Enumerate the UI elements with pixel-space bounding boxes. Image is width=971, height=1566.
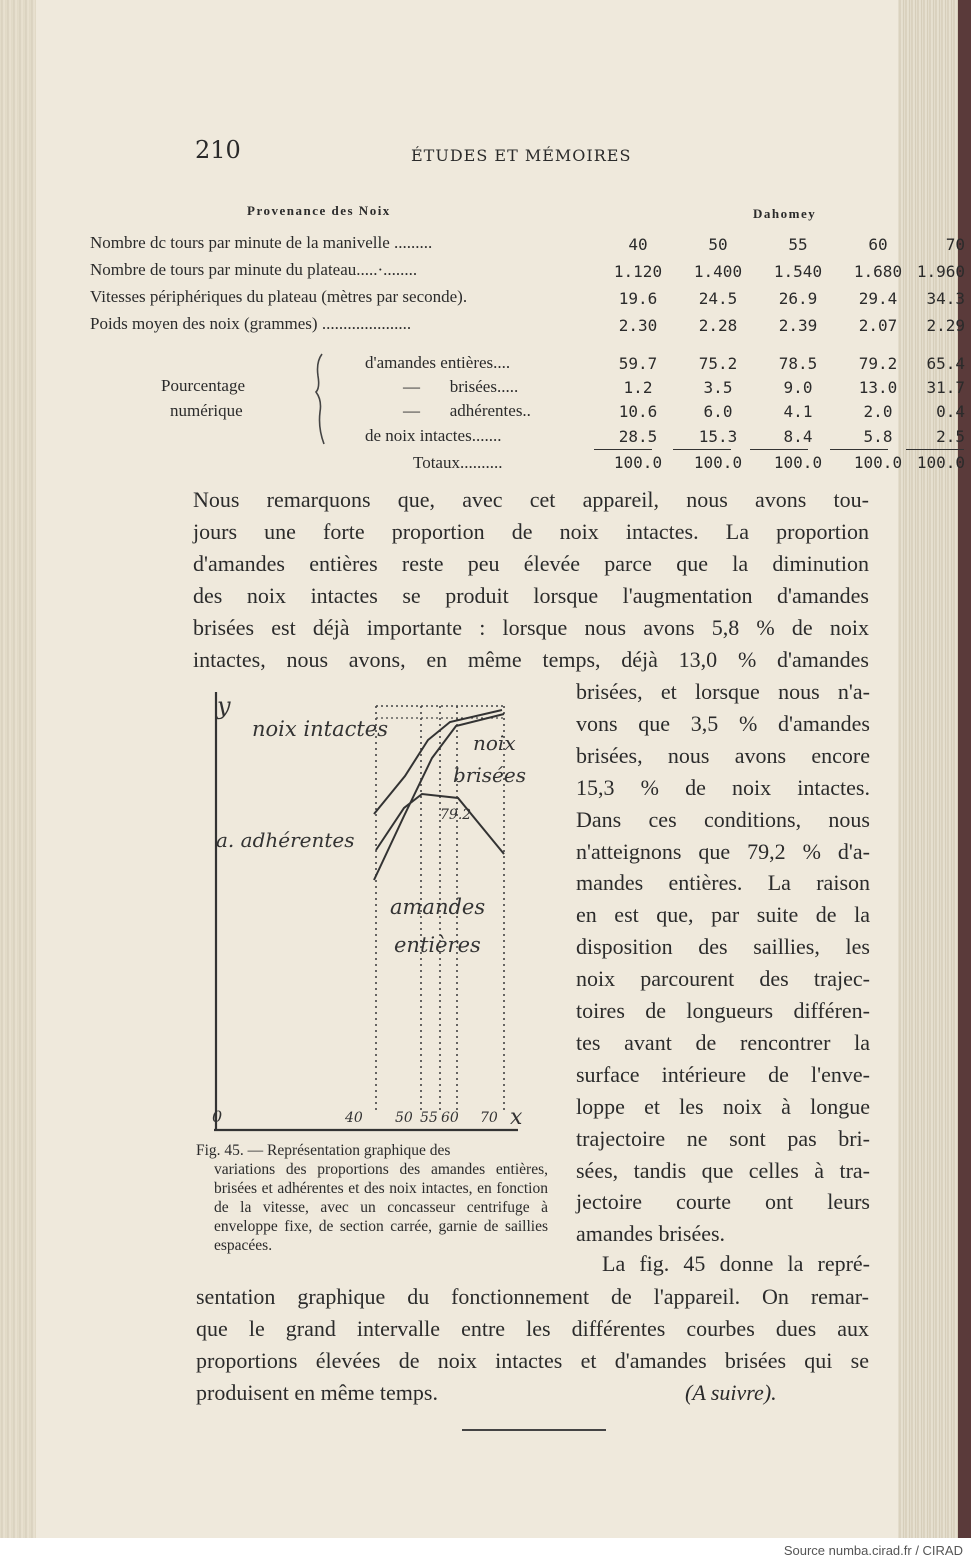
cell: 78.5 <box>778 354 818 373</box>
cell: 79.2 <box>858 354 898 373</box>
cell: 2.28 <box>698 316 738 335</box>
table-header-origin: Dahomey <box>753 206 817 221</box>
row-label: de noix intactes....... <box>365 426 502 445</box>
paragraph-line: trajectoire ne sont pas bri- <box>576 1125 870 1151</box>
cell: 1.2 <box>623 378 653 397</box>
row-label: Vitesses périphériques du plateau (mètres par seconde). <box>90 287 468 306</box>
paragraph-line: brisées, nous avons encore <box>576 742 870 768</box>
cell: 1.120 <box>613 262 663 281</box>
running-head: ÉTUDES ET MÉMOIRES <box>411 146 632 165</box>
cell: 59.7 <box>618 354 658 373</box>
paragraph-line: jours une forte proportion de noix intactes. La proportion <box>193 519 869 544</box>
row-label: Nombre dc tours par minute de la manivelle ......... <box>90 233 433 252</box>
cell: 1.960 <box>916 262 965 281</box>
cell: 28.5 <box>618 427 658 446</box>
cell: 2.5 <box>936 427 965 446</box>
source-credit: Source numba.cirad.fr / CIRAD <box>783 1543 963 1558</box>
paragraph-line: des noix intactes se produit lorsque l'augmentation d'amandes <box>193 583 869 608</box>
brace <box>312 352 336 446</box>
figure-caption <box>196 1141 548 1255</box>
paragraph-line: proportions élevées de noix intactes et d'amandes brisées qui se <box>196 1348 869 1373</box>
paragraph-line: sentation graphique du fonctionnement de l'appareil. On remar- <box>196 1284 869 1309</box>
cell: 26.9 <box>778 289 818 308</box>
paragraph-line: toires de longueurs différen- <box>576 998 870 1023</box>
label-noix-brisees-1: noix <box>473 731 516 755</box>
curve-noix-intactes <box>374 710 502 814</box>
label-amandes-2: entières <box>394 933 481 957</box>
paragraph-line: que le grand intervalle entre les différentes courbes dues aux <box>196 1316 869 1341</box>
label-adherentes: a. adhérentes <box>216 828 355 852</box>
axis-y-label: y <box>217 692 231 720</box>
cell: 100.0 <box>613 453 663 472</box>
x-tick-label: 40 <box>345 1110 363 1126</box>
cell: 2.29 <box>926 316 965 335</box>
cell: 60 <box>868 235 888 254</box>
cell: 1.680 <box>853 262 903 281</box>
caption-lead: Fig. 45. — Représentation graphique des <box>196 1142 451 1159</box>
paragraph-line: amandes brisées. <box>576 1221 726 1247</box>
peak-label: 79.2 <box>440 807 472 823</box>
paragraph-line: noix parcourent des trajec- <box>576 966 870 992</box>
cell: 65.4 <box>926 354 965 373</box>
cell: 2.0 <box>863 402 893 421</box>
cell: 75.2 <box>698 354 738 373</box>
paragraph-line: tes avant de rencontrer la <box>576 1029 870 1055</box>
x-tick-label: 60 <box>441 1110 459 1126</box>
group-label-1: Pourcentage <box>161 376 246 395</box>
paragraph-line: intactes, nous avons, en même temps, déjà 13,0 % d'amandes <box>193 647 869 672</box>
left-page-edge <box>0 0 36 1538</box>
total-rule <box>906 449 964 450</box>
cell: 55 <box>788 235 808 254</box>
paragraph-line: d'amandes entières reste peu élevée parce que la diminution <box>193 551 869 576</box>
book-binding <box>958 0 971 1538</box>
paragraph-line: n'atteignons que 79,2 % d'a- <box>576 838 870 864</box>
row-label: — brisées..... <box>403 377 519 396</box>
cell: 100.0 <box>916 453 965 472</box>
cell: 34.3 <box>926 289 965 308</box>
cell: 9.0 <box>783 378 813 397</box>
paragraph-line: Dans ces conditions, nous <box>576 806 870 832</box>
cell: 24.5 <box>698 289 738 308</box>
cell: 6.0 <box>703 402 733 421</box>
page-number: 210 <box>195 136 241 164</box>
paragraph-line: vons que 3,5 % d'amandes <box>576 710 870 736</box>
total-rule <box>673 449 731 450</box>
label-noix-intactes: noix intactes <box>252 717 389 741</box>
row-label: d'amandes entières.... <box>365 353 511 372</box>
cell: 10.6 <box>618 402 658 421</box>
paragraph-line: mandes entières. La raison <box>576 870 870 896</box>
paragraph-line: loppe et les noix à longue <box>576 1093 870 1119</box>
origin-label: 0 <box>212 1107 223 1126</box>
table-header-label: Provenance des Noix <box>247 203 391 218</box>
paragraph-line: produisent en même temps. <box>196 1380 438 1405</box>
cell: 8.4 <box>783 427 813 446</box>
group-label-2: numérique <box>170 401 243 420</box>
cell: 50 <box>708 235 728 254</box>
totals-label: Totaux.......... <box>413 453 503 472</box>
a-suivre: (A suivre). <box>685 1380 777 1405</box>
cell: 31.7 <box>926 378 965 397</box>
caption-body: variations des proportions des amandes entières, brisées et adhérentes et des noix intactes, en fonction de la vitesse, avec un concasseur centrifuge à enveloppe fixe, de section carrée, garnie de saillies espacées. <box>214 1161 548 1254</box>
x-tick-label: 50 <box>395 1110 413 1126</box>
paragraph-line: La fig. 45 donne la repré- <box>602 1251 870 1276</box>
total-rule <box>750 449 808 450</box>
row-label: Poids moyen des noix (grammes) ..................... <box>90 314 412 333</box>
cell: 19.6 <box>618 289 658 308</box>
x-tick-label: 55 <box>420 1110 438 1126</box>
row-label: — adhérentes.. <box>403 401 531 420</box>
cell: 0.4 <box>936 402 965 421</box>
row-label: Nombre de tours par minute du plateau.....·........ <box>90 260 418 279</box>
cell: 1.400 <box>693 262 743 281</box>
cell: 1.540 <box>773 262 823 281</box>
paragraph-line: 15,3 % de noix intactes. <box>576 774 870 800</box>
cell: 29.4 <box>858 289 898 308</box>
paragraph-line: jectoire courte ont leurs <box>576 1189 870 1215</box>
cell: 70 <box>945 235 965 254</box>
paragraph-line: brisées, et lorsque nous n'a- <box>576 679 870 704</box>
cell: 15.3 <box>698 427 738 446</box>
cell: 13.0 <box>858 378 898 397</box>
cell: 100.0 <box>773 453 823 472</box>
axis-x-label: x <box>510 1105 523 1130</box>
label-noix-brisees-2: brisées <box>453 763 526 787</box>
paragraph-line: surface intérieure de l'enve- <box>576 1061 870 1087</box>
cell: 5.8 <box>863 427 893 446</box>
paragraph-line: en est que, par suite de la <box>576 902 870 928</box>
total-rule <box>830 449 888 450</box>
cell: 2.07 <box>858 316 898 335</box>
cell: 3.5 <box>703 378 733 397</box>
end-rule <box>462 1429 606 1431</box>
cell: 2.39 <box>778 316 818 335</box>
cell: 2.30 <box>618 316 658 335</box>
cell: 4.1 <box>783 402 813 421</box>
label-amandes-1: amandes <box>390 895 486 919</box>
paragraph-line: sées, tandis que celles à tra- <box>576 1157 870 1183</box>
cell: 100.0 <box>853 453 903 472</box>
x-tick-label: 70 <box>480 1110 498 1126</box>
paragraph-line: Nous remarquons que, avec cet appareil, nous avons tou- <box>193 487 869 512</box>
paragraph-line: disposition des saillies, les <box>576 934 870 960</box>
paragraph-line: brisées est déjà importante : lorsque nous avons 5,8 % de noix <box>193 615 869 640</box>
figure-45-graph <box>200 684 545 1134</box>
total-rule <box>594 449 652 450</box>
cell: 40 <box>628 235 648 254</box>
cell: 100.0 <box>693 453 743 472</box>
